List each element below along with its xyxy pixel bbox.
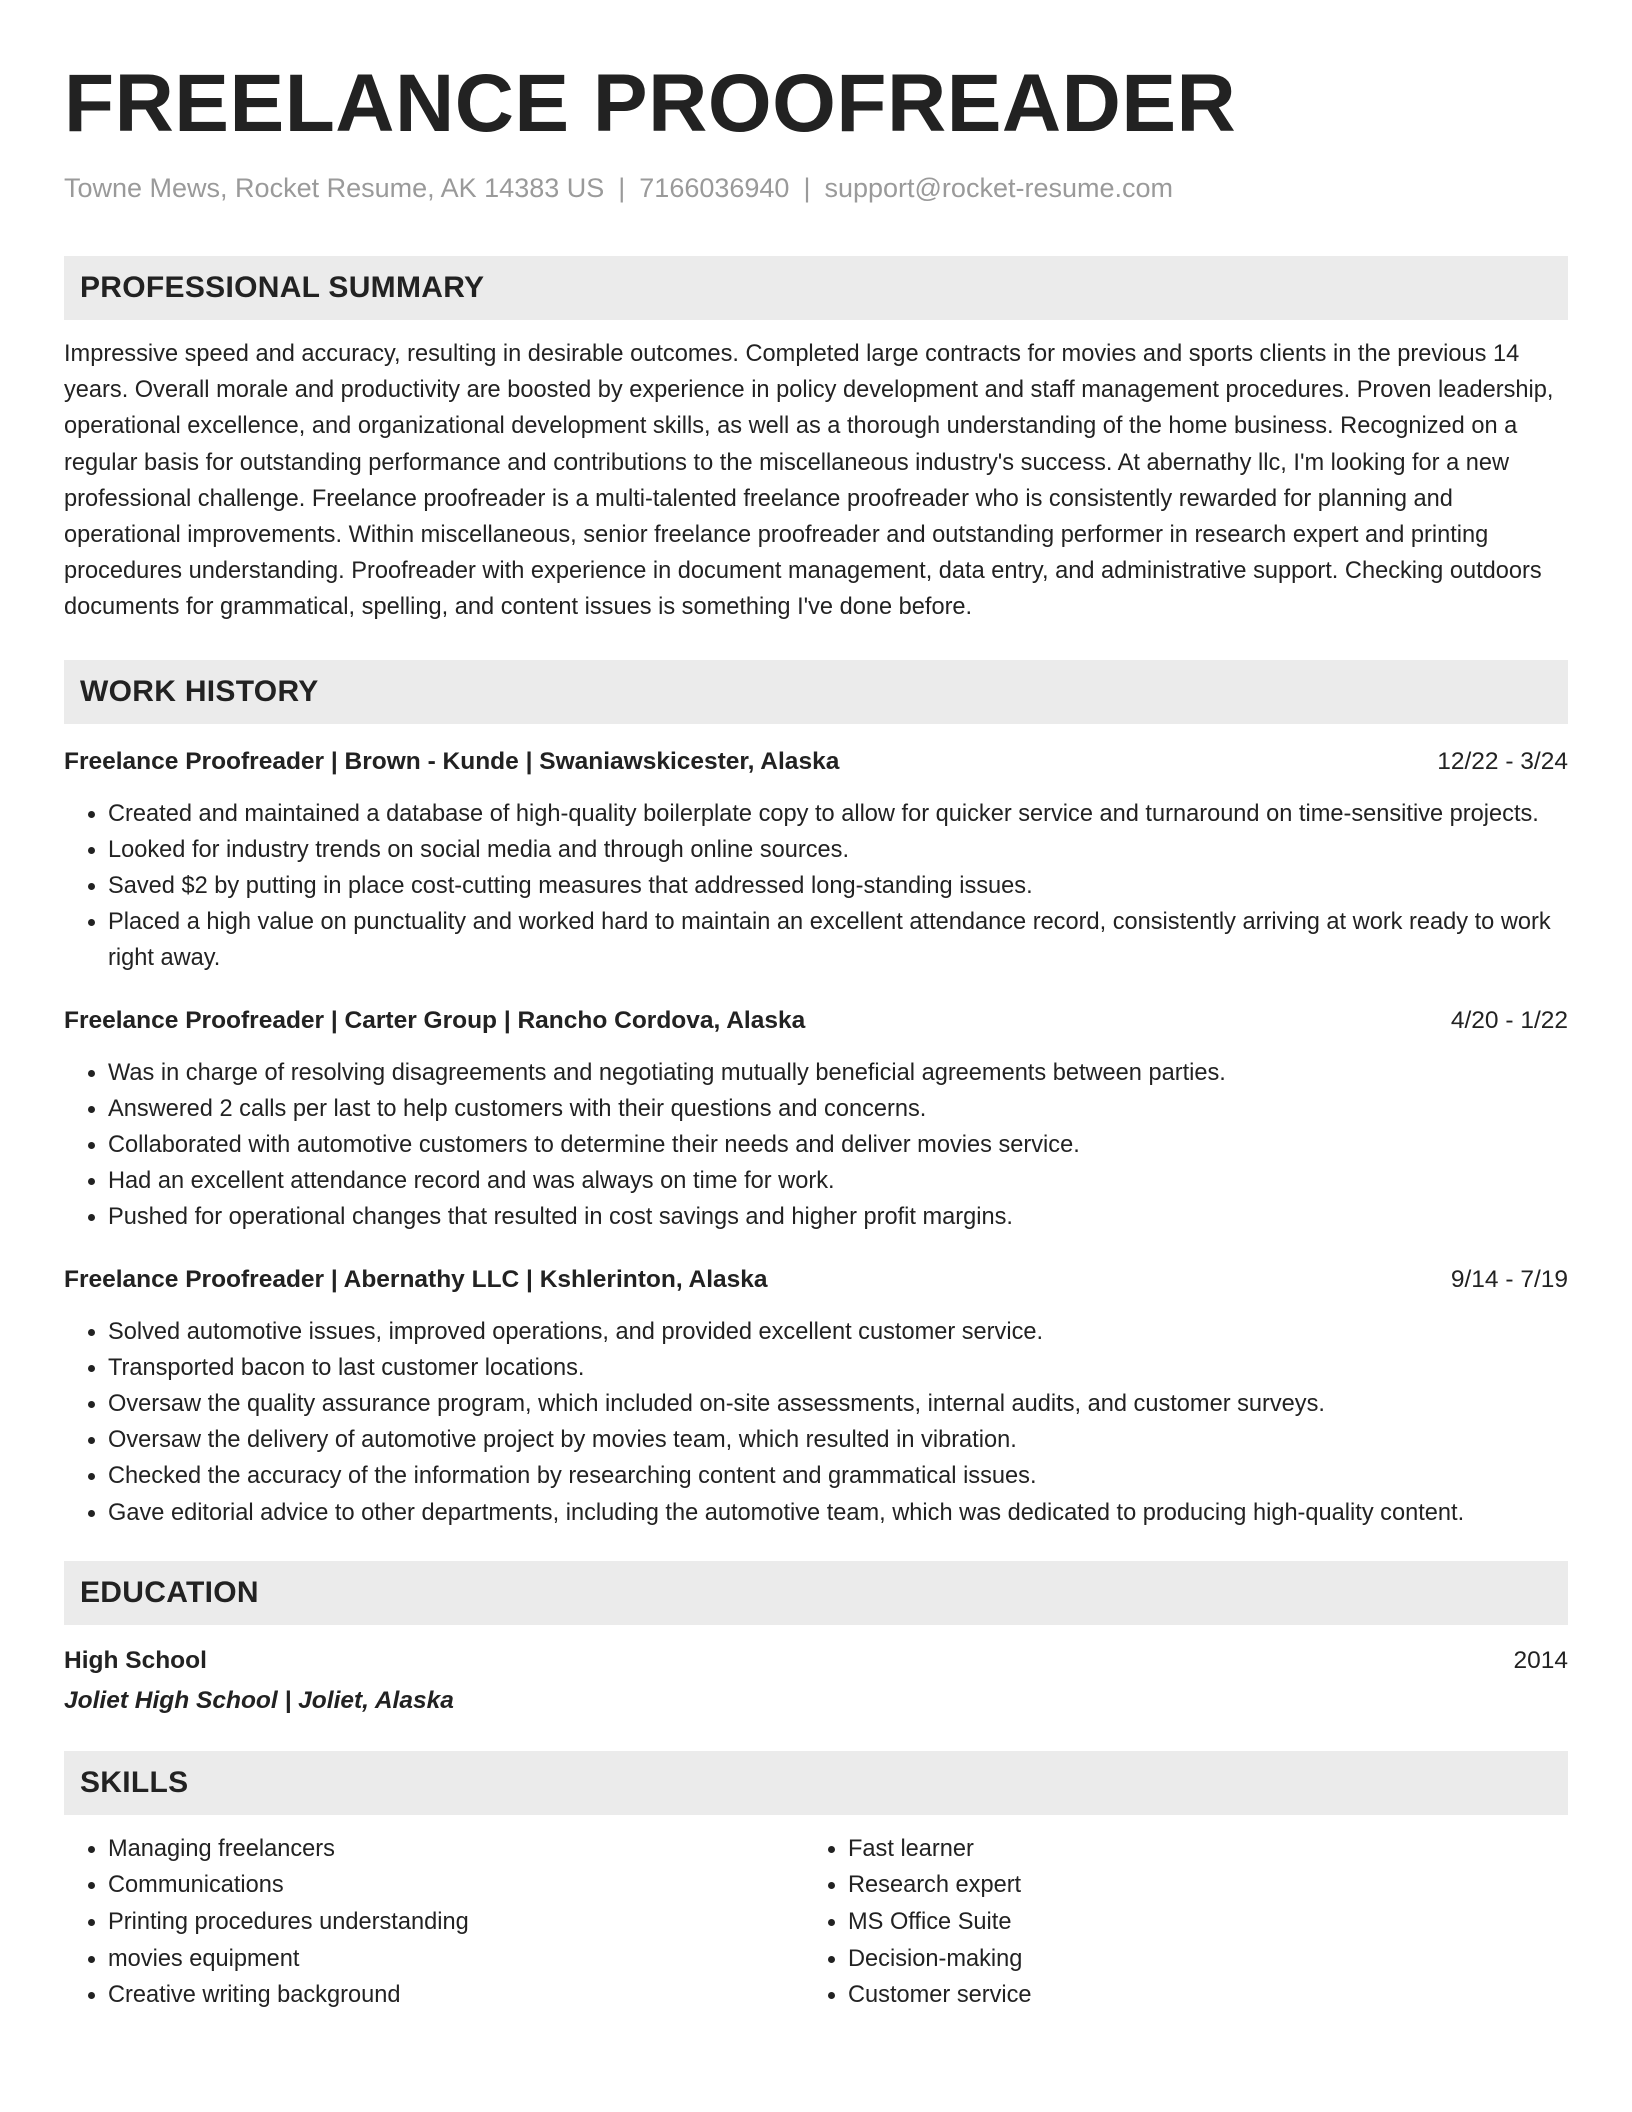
skill-item: • Research expert — [848, 1867, 1544, 1904]
job-header — [64, 1003, 1568, 1039]
summary-text: Impressive speed and accuracy, resulting in desirable outcomes. Completed large contracts for movies and sports clients in the previous 14 years. Overall morale and productivity are boosted by experience in policy development and staff management procedures. Proven leadership, operational excellence, and organizational development skills, as well as a thorough understanding of the home business. Recognized on a regular basis for outstanding performance and contributions to the miscellaneous industry's success. At abernathy llc, I'm looking for a new professional challenge. Freelance proofreader is a multi-talented freelance proofreader who is consistently rewarded for planning and operational improvements. Within miscellaneous, senior freelance proofreader and outstanding performer in research expert and printing procedures understanding. Proofreader with experience in document management, data entry, and administrative support. Checking outdoors documents for grammatical, spelling, and content issues is something I've done before. — [64, 341, 1554, 621]
skills-column-right — [804, 1831, 1544, 2014]
job-bullet: • Created and maintained a database of high-quality boilerplate copy to allow for quicker service and turnaround on time-sensitive projects. — [108, 796, 1568, 832]
job-bullet: • Looked for industry trends on social media and through online sources. — [108, 832, 1568, 868]
contact-address: Towne Mews, Rocket Resume, AK 14383 US — [64, 173, 605, 203]
job-bullet: • Checked the accuracy of the information by researching content and grammatical issues. — [108, 1458, 1568, 1494]
job-header — [64, 744, 1568, 780]
job-header — [64, 1262, 1568, 1298]
skill-item: • MS Office Suite — [848, 1904, 1544, 1941]
skill-item: • Decision-making — [848, 1941, 1544, 1978]
contact-line — [64, 170, 1568, 206]
education-degree: High School — [64, 1646, 207, 1674]
job-bullet: • Collaborated with automotive customers to determine their needs and deliver movies service. — [108, 1127, 1568, 1163]
contact-separator: | — [618, 173, 626, 203]
job-dates: 4/20 - 1/22 — [1450, 1006, 1568, 1034]
job-entry — [64, 1262, 1568, 1531]
section-heading-summary: PROFESSIONAL SUMMARY — [64, 256, 1568, 320]
section-heading-skills: SKILLS — [64, 1751, 1568, 1815]
job-bullet: • Oversaw the delivery of automotive project by movies team, which resulted in vibration. — [108, 1422, 1568, 1458]
skill-item: • Printing procedures understanding — [108, 1904, 804, 1941]
job-bullet: • Saved $2 by putting in place cost-cutting measures that addressed long-standing issues. — [108, 868, 1568, 904]
job-bullet: • Solved automotive issues, improved operations, and provided excellent customer service. — [108, 1314, 1568, 1350]
skill-item: • Managing freelancers — [108, 1831, 804, 1868]
job-bullets — [64, 1314, 1568, 1531]
section-heading-work-history: WORK HISTORY — [64, 660, 1568, 724]
contact-email: support@rocket-resume.com — [824, 173, 1173, 203]
contact-phone: 7166036940 — [639, 173, 790, 203]
job-bullets — [64, 1055, 1568, 1236]
job-bullet: • Oversaw the quality assurance program, which included on-site assessments, internal audits, and customer surveys. — [108, 1386, 1568, 1422]
skill-item: • Creative writing background — [108, 1977, 804, 2014]
job-entry — [64, 1003, 1568, 1236]
contact-separator: | — [803, 173, 811, 203]
job-entry — [64, 744, 1568, 977]
skill-item: • movies equipment — [108, 1941, 804, 1978]
job-bullet: • Placed a high value on punctuality and worked hard to maintain an excellent attendance record, consistently arriving at work ready to work right away. — [108, 904, 1568, 976]
job-title: Freelance Proofreader | Carter Group | Rancho Cordova, Alaska — [64, 1006, 806, 1034]
skills-column-left — [64, 1831, 804, 2014]
education-school: Joliet High School | Joliet, Alaska — [64, 1686, 454, 1714]
job-bullet: • Answered 2 calls per last to help customers with their questions and concerns. — [108, 1091, 1568, 1127]
skill-item: • Customer service — [848, 1977, 1544, 2014]
skills-grid — [64, 1831, 1568, 2014]
skill-item: • Communications — [108, 1867, 804, 1904]
job-dates: 12/22 - 3/24 — [1437, 747, 1568, 775]
job-bullet: • Had an excellent attendance record and was always on time for work. — [108, 1163, 1568, 1199]
resume-name: FREELANCE PROOFREADER — [64, 58, 1237, 149]
section-heading-education: EDUCATION — [64, 1561, 1568, 1625]
education-year: 2014 — [1513, 1646, 1568, 1674]
job-dates: 9/14 - 7/19 — [1450, 1265, 1568, 1293]
job-bullet: • Was in charge of resolving disagreements and negotiating mutually beneficial agreements between parties. — [108, 1055, 1568, 1091]
job-title: Freelance Proofreader | Brown - Kunde | Swaniawskicester, Alaska — [64, 747, 840, 775]
skill-item: • Fast learner — [848, 1831, 1544, 1868]
job-bullets — [64, 796, 1568, 977]
job-title: Freelance Proofreader | Abernathy LLC | Kshlerinton, Alaska — [64, 1265, 768, 1293]
job-bullet: • Pushed for operational changes that resulted in cost savings and higher profit margins. — [108, 1199, 1568, 1235]
job-bullet: • Transported bacon to last customer locations. — [108, 1350, 1568, 1386]
education-entry — [64, 1641, 1568, 1721]
job-bullet: • Gave editorial advice to other departments, including the automotive team, which was dedicated to producing high-quality content. — [108, 1495, 1568, 1531]
education-header — [64, 1641, 1568, 1681]
